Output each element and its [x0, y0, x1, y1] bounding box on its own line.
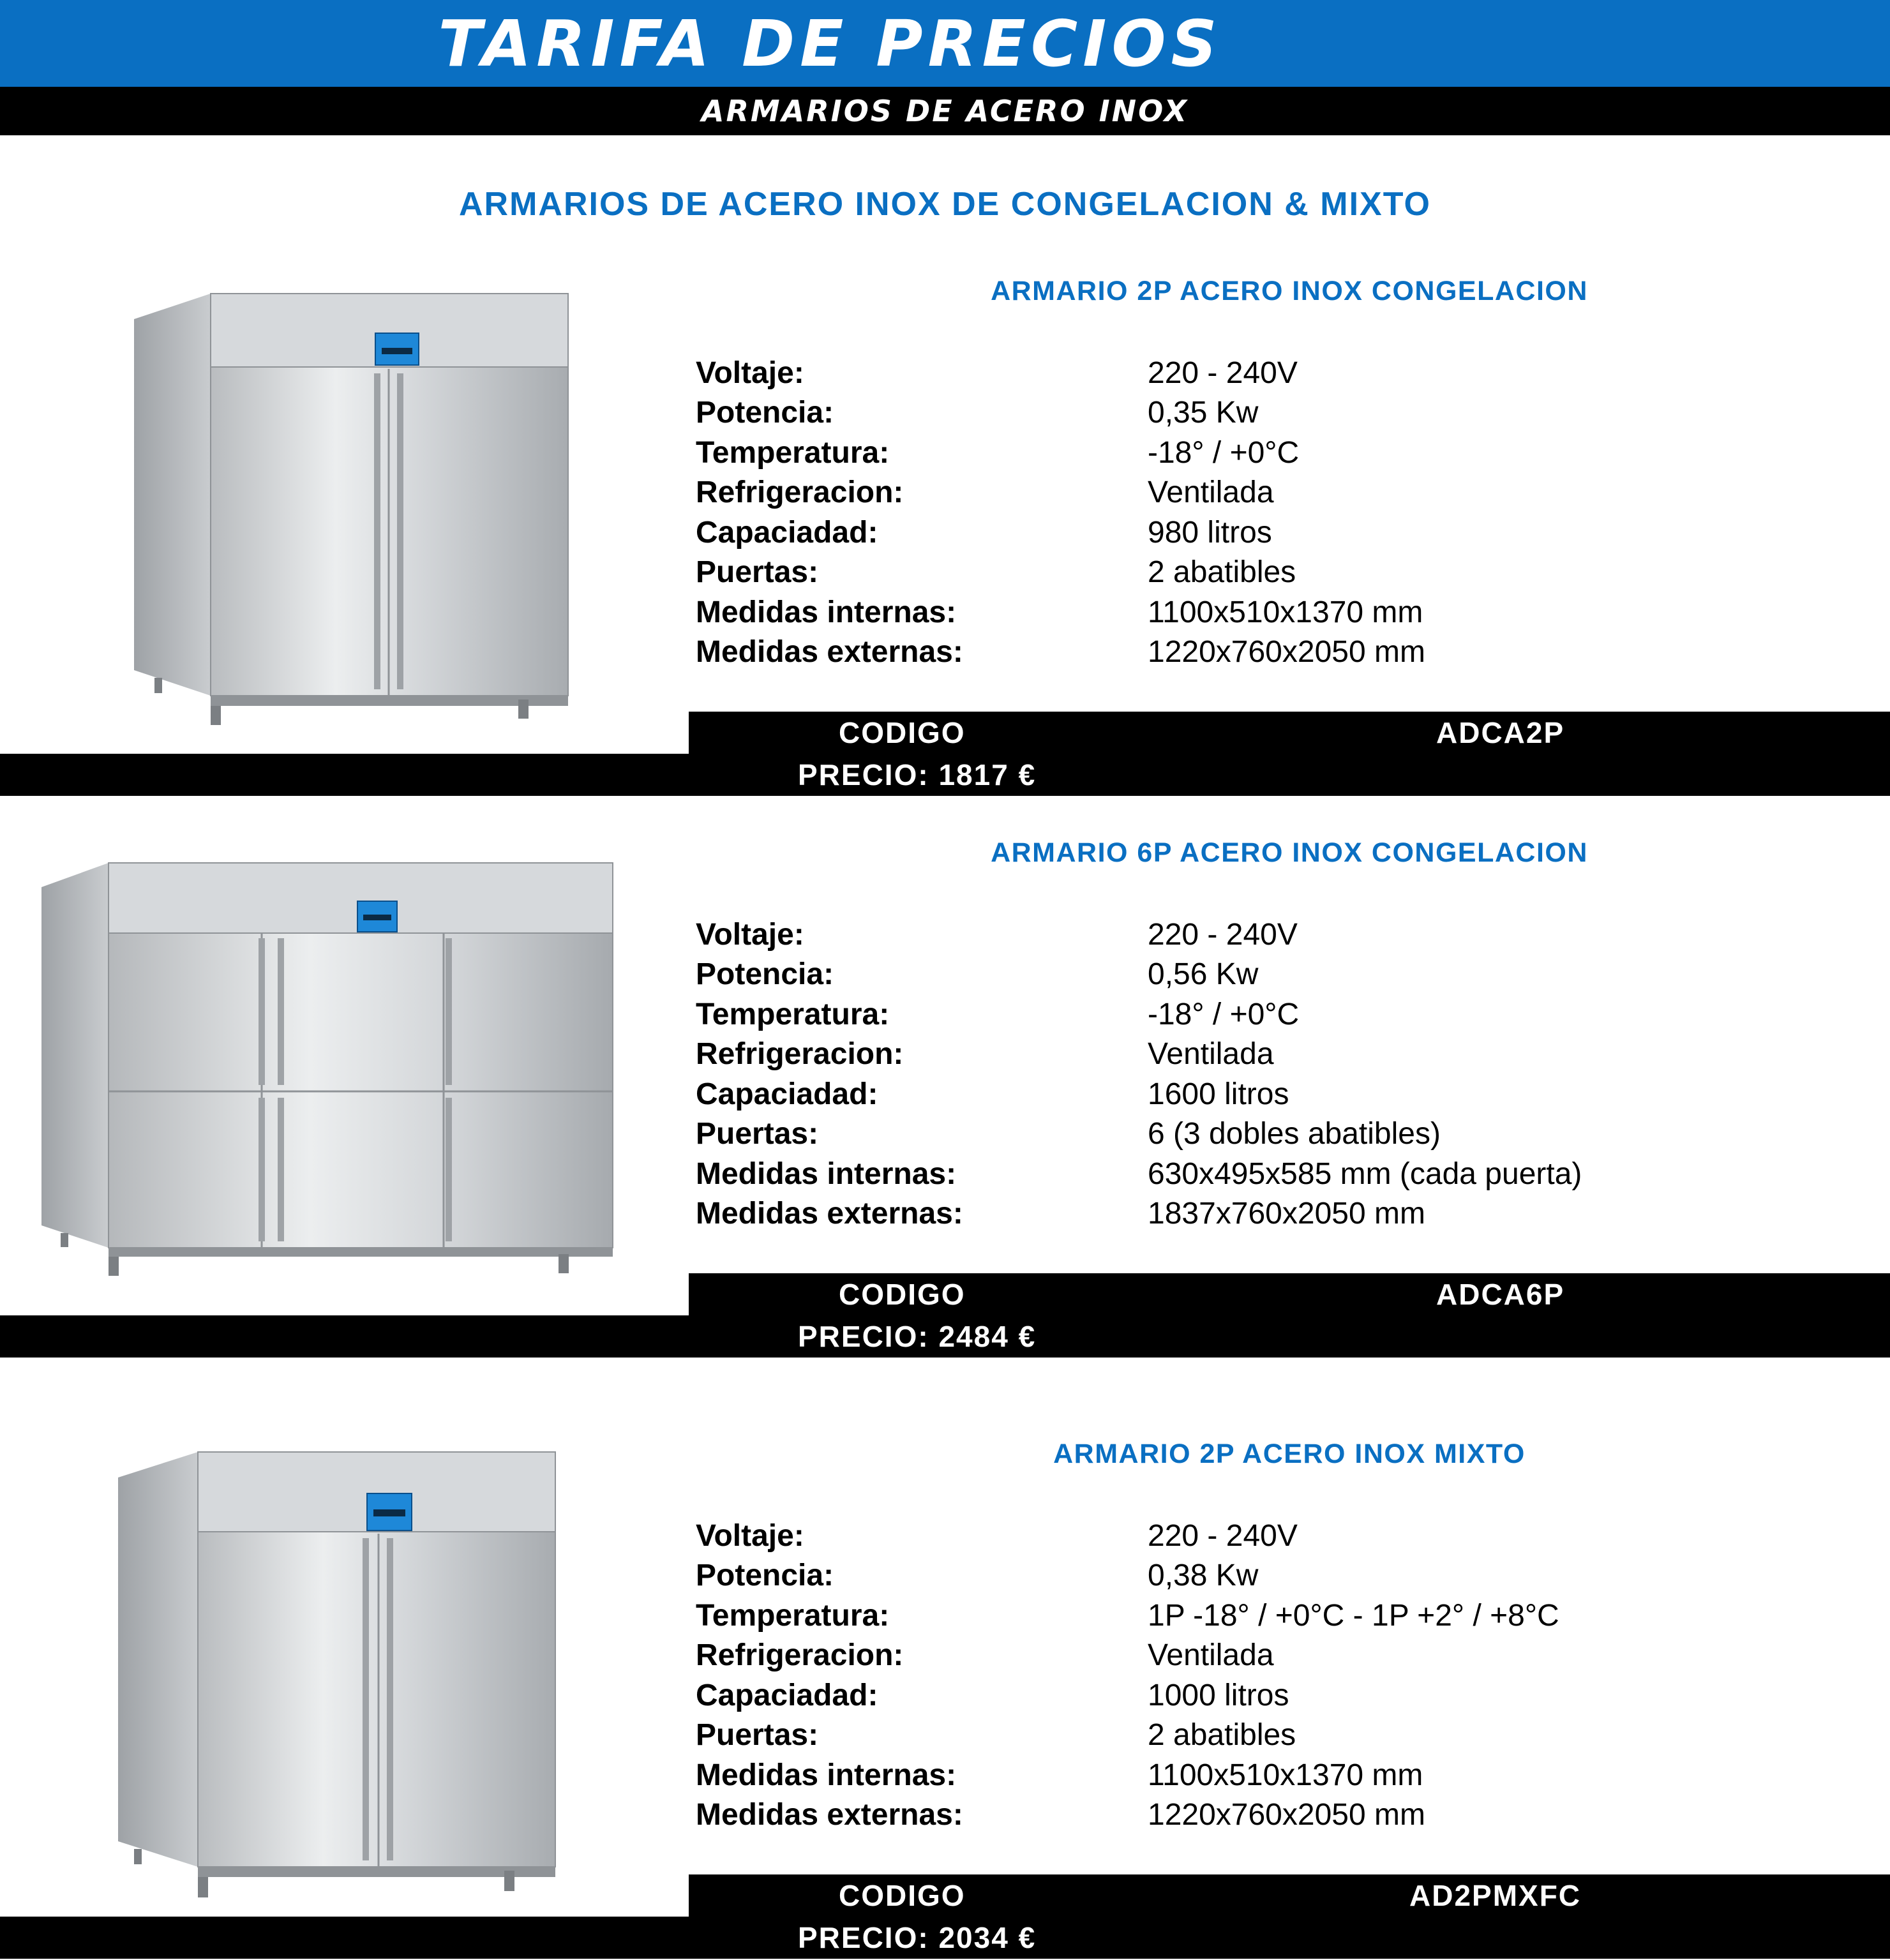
spec-label: Capaciadad:: [696, 1077, 878, 1111]
spec-value: 1220x760x2050 mm: [1148, 635, 1425, 669]
spec-value: 1100x510x1370 mm: [1148, 1758, 1423, 1792]
spec-value: -18° / +0°C: [1148, 436, 1300, 470]
page-subtitle: ARMARIOS DE ACERO INOX: [701, 94, 1189, 128]
code-label: CODIGO: [839, 1879, 966, 1912]
spec-label: Refrigeracion:: [696, 475, 904, 509]
section-heading: ARMARIOS DE ACERO INOX DE CONGELACION & MIXTO: [459, 186, 1431, 223]
spec-label: Medidas externas:: [696, 1798, 963, 1832]
spec-label: Medidas externas:: [696, 1197, 963, 1231]
product-code: ADCA2P: [1436, 716, 1565, 749]
code-label: CODIGO: [839, 1278, 966, 1311]
spec-value: 1837x760x2050 mm: [1148, 1197, 1425, 1231]
spec-value: 1P -18° / +0°C - 1P +2° / +8°C: [1148, 1599, 1559, 1633]
spec-value: Ventilada: [1148, 1037, 1274, 1071]
spec-label: Medidas externas:: [696, 635, 963, 669]
product-image-2p-freezer: [121, 287, 581, 740]
spec-value: 220 - 240V: [1148, 1519, 1298, 1553]
spec-value: 1220x760x2050 mm: [1148, 1798, 1425, 1832]
spec-label: Puertas:: [696, 1718, 819, 1752]
product-image-2p-mixed: [102, 1446, 574, 1902]
spec-label: Potencia:: [696, 957, 834, 991]
spec-label: Medidas internas:: [696, 595, 957, 629]
spec-label: Refrigeracion:: [696, 1638, 904, 1672]
product-code: ADCA6P: [1436, 1278, 1565, 1311]
spec-value: 1600 litros: [1148, 1077, 1289, 1111]
spec-value: 630x495x585 mm (cada puerta): [1148, 1157, 1582, 1191]
spec-value: 6 (3 dobles abatibles): [1148, 1117, 1441, 1151]
product-code: AD2PMXFC: [1409, 1879, 1582, 1912]
spec-label: Puertas:: [696, 1117, 819, 1151]
spec-label: Voltaje:: [696, 1519, 804, 1553]
spec-label: Medidas internas:: [696, 1758, 957, 1792]
code-label: CODIGO: [839, 716, 966, 749]
spec-value: 980 litros: [1148, 516, 1272, 550]
spec-label: Potencia:: [696, 396, 834, 430]
spec-label: Capaciadad:: [696, 516, 878, 550]
spec-label: Potencia:: [696, 1559, 834, 1592]
product-price: PRECIO: 2484 €: [798, 1320, 1037, 1353]
spec-value: 220 - 240V: [1148, 356, 1298, 390]
product-image-6p-freezer: [35, 855, 622, 1283]
product-title: ARMARIO 2P ACERO INOX CONGELACION: [991, 276, 1588, 306]
spec-label: Medidas internas:: [696, 1157, 957, 1191]
product-title: ARMARIO 6P ACERO INOX CONGELACION: [991, 837, 1588, 868]
spec-label: Voltaje:: [696, 918, 804, 952]
spec-value: 1100x510x1370 mm: [1148, 595, 1423, 629]
spec-label: Voltaje:: [696, 356, 804, 390]
spec-value: 2 abatibles: [1148, 1718, 1296, 1752]
spec-value: Ventilada: [1148, 1638, 1274, 1672]
product-price: PRECIO: 2034 €: [798, 1921, 1037, 1954]
spec-value: 0,38 Kw: [1148, 1559, 1259, 1592]
spec-label: Temperatura:: [696, 998, 890, 1031]
spec-value: 2 abatibles: [1148, 555, 1296, 589]
spec-label: Refrigeracion:: [696, 1037, 904, 1071]
spec-label: Capaciadad:: [696, 1679, 878, 1712]
spec-value: Ventilada: [1148, 475, 1274, 509]
product-price: PRECIO: 1817 €: [798, 758, 1037, 791]
spec-value: -18° / +0°C: [1148, 998, 1300, 1031]
spec-label: Temperatura:: [696, 436, 890, 470]
spec-value: 220 - 240V: [1148, 918, 1298, 952]
spec-value: 0,35 Kw: [1148, 396, 1259, 430]
spec-value: 1000 litros: [1148, 1679, 1289, 1712]
page-title: TARIFA DE PRECIOS: [438, 6, 1222, 81]
spec-label: Temperatura:: [696, 1599, 890, 1633]
product-title: ARMARIO 2P ACERO INOX MIXTO: [1053, 1439, 1526, 1469]
spec-label: Puertas:: [696, 555, 819, 589]
spec-value: 0,56 Kw: [1148, 957, 1259, 991]
